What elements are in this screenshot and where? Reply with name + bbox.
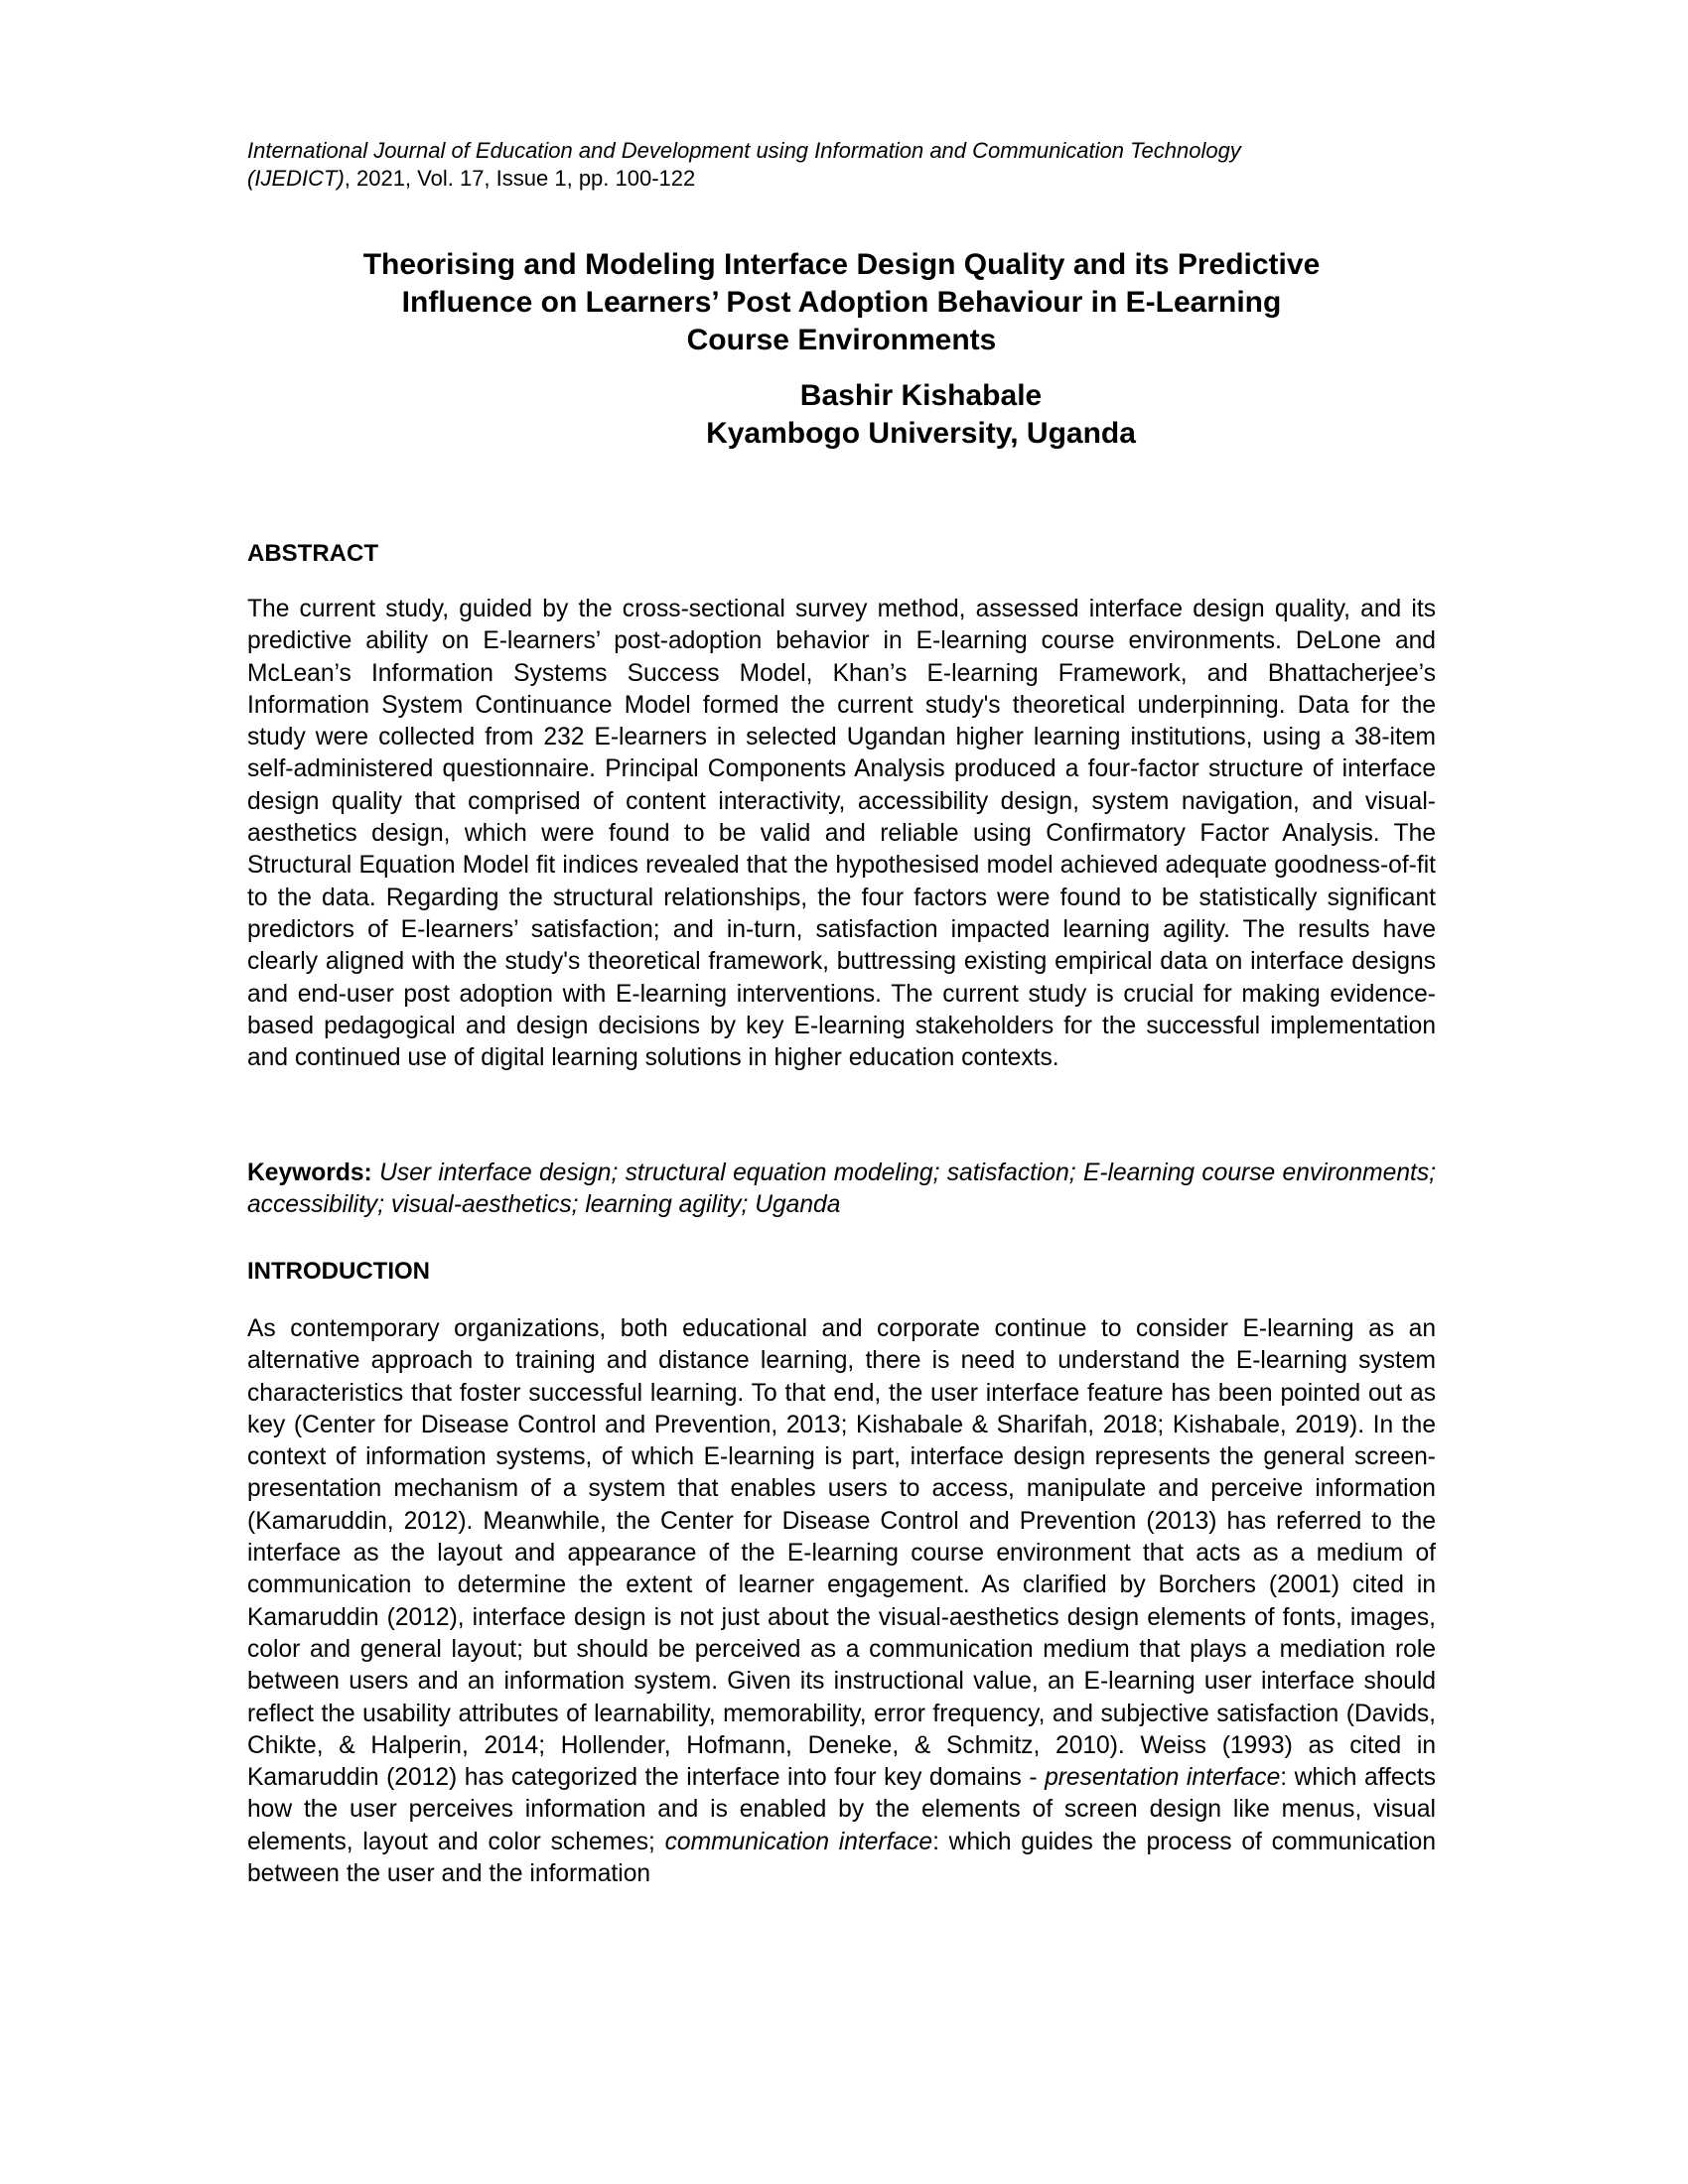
author-name: Bashir Kishabale <box>799 379 1043 412</box>
paper-title <box>247 246 1436 359</box>
title-line: Theorising and Modeling Interface Design Quality and its Predictive <box>362 248 1321 281</box>
intro-text-part: As contemporary organizations, both educational and corporate continue to consider E-learning as an alternative approach to training and distance learning, there is need to understand the E-learning system characteristics that foster successful learning. To that end, the user interface feature has been pointed out as key (Center for Disease Control and Prevention, 2013; Kishabale & Sharifah, 2018; Kishabale, 2019). In the context of information systems, of which E-learning is part, interface design represents the general screen-presentation mechanism of a system that enables users to access, manipulate and perceive information (Kamaruddin, 2012). Meanwhile, the Center for Disease Control and Prevention (2013) has referred to the interface as the layout and appearance of the E-learning course environment that acts as a medium of communication to determine the extent of learner engagement. As clarified by Borchers (2001) cited in Kamaruddin (2012), interface design is not just about the visual-aesthetics design elements of fonts, images, color and general layout; but should be perceived as a communication medium that plays a mediation role between users and an information system. Given its instructional value, an E-learning user interface should reflect the usability attributes of learnability, memorability, error frequency, and subjective satisfaction (Davids, Chikte, & Halperin, 2014; Hollender, Hofmann, Deneke, & Schmitz, 2010). Weiss (1993) as cited in Kamaruddin (2012) has categorized the interface into four key domains - <box>247 1315 1436 1792</box>
introduction-text <box>247 1313 1436 1890</box>
journal-name: International Journal of Education and Development using Information and Communication Technology <box>247 138 1241 163</box>
title-line: Influence on Learners’ Post Adoption Behaviour in E-Learning <box>401 286 1282 319</box>
author-block <box>327 377 1515 453</box>
journal-abbrev: (IJEDICT) <box>247 166 345 191</box>
author-affiliation: Kyambogo University, Uganda <box>706 417 1136 450</box>
abstract-heading: ABSTRACT <box>247 540 378 567</box>
term-presentation-interface: presentation interface <box>1045 1764 1281 1792</box>
introduction-heading: INTRODUCTION <box>247 1258 430 1285</box>
keywords-label: Keywords: <box>247 1160 372 1186</box>
intro-text-part: : which affects how the user perceives information and is enabled by the elements of screen design like menus, visual elements, layout and color schemes; <box>247 1764 1436 1855</box>
running-head <box>247 137 1436 193</box>
intro-text-part: : which guides the process of communication between the user and the information <box>247 1828 1436 1888</box>
term-communication-interface: communication interface <box>664 1828 933 1855</box>
keywords-text: User interface design; structural equation modeling; satisfaction; E-learning course environments; accessibility; visual-aesthetics; learning agility; Uganda <box>247 1160 1436 1219</box>
abstract-text: The current study, guided by the cross-sectional survey method, assessed interface design quality, and its predictive ability on E-learners’ post-adoption behavior in E-learning course environments. DeLone and McLean’s Information Systems Success Model, Khan’s E-learning Framework, and Bhattacherjee’s Information System Continuance Model formed the current study's theoretical underpinning. Data for the study were collected from 232 E-learners in selected Ugandan higher learning institutions, using a 38-item self-administered questionnaire. Principal Components Analysis produced a four-factor structure of interface design quality that comprised of content interactivity, accessibility design, system navigation, and visual-aesthetics design, which were found to be valid and reliable using Confirmatory Factor Analysis. The Structural Equation Model fit indices revealed that the hypothesised model achieved adequate goodness-of-fit to the data. Regarding the structural relationships, the four factors were found to be statistically significant predictors of E-learners’ satisfaction; and in-turn, satisfaction impacted learning agility. The results have clearly aligned with the study's theoretical framework, buttressing existing empirical data on interface designs and end-user post adoption with E-learning interventions. The current study is crucial for making evidence-based pedagogical and design decisions by key E-learning stakeholders for the successful implementation and continued use of digital learning solutions in higher education contexts. <box>247 596 1436 1072</box>
journal-citation <box>247 165 1436 193</box>
keywords <box>247 1158 1436 1222</box>
citation-details: , 2021, Vol. 17, Issue 1, pp. 100-122 <box>344 166 696 191</box>
title-line: Course Environments <box>686 324 997 356</box>
